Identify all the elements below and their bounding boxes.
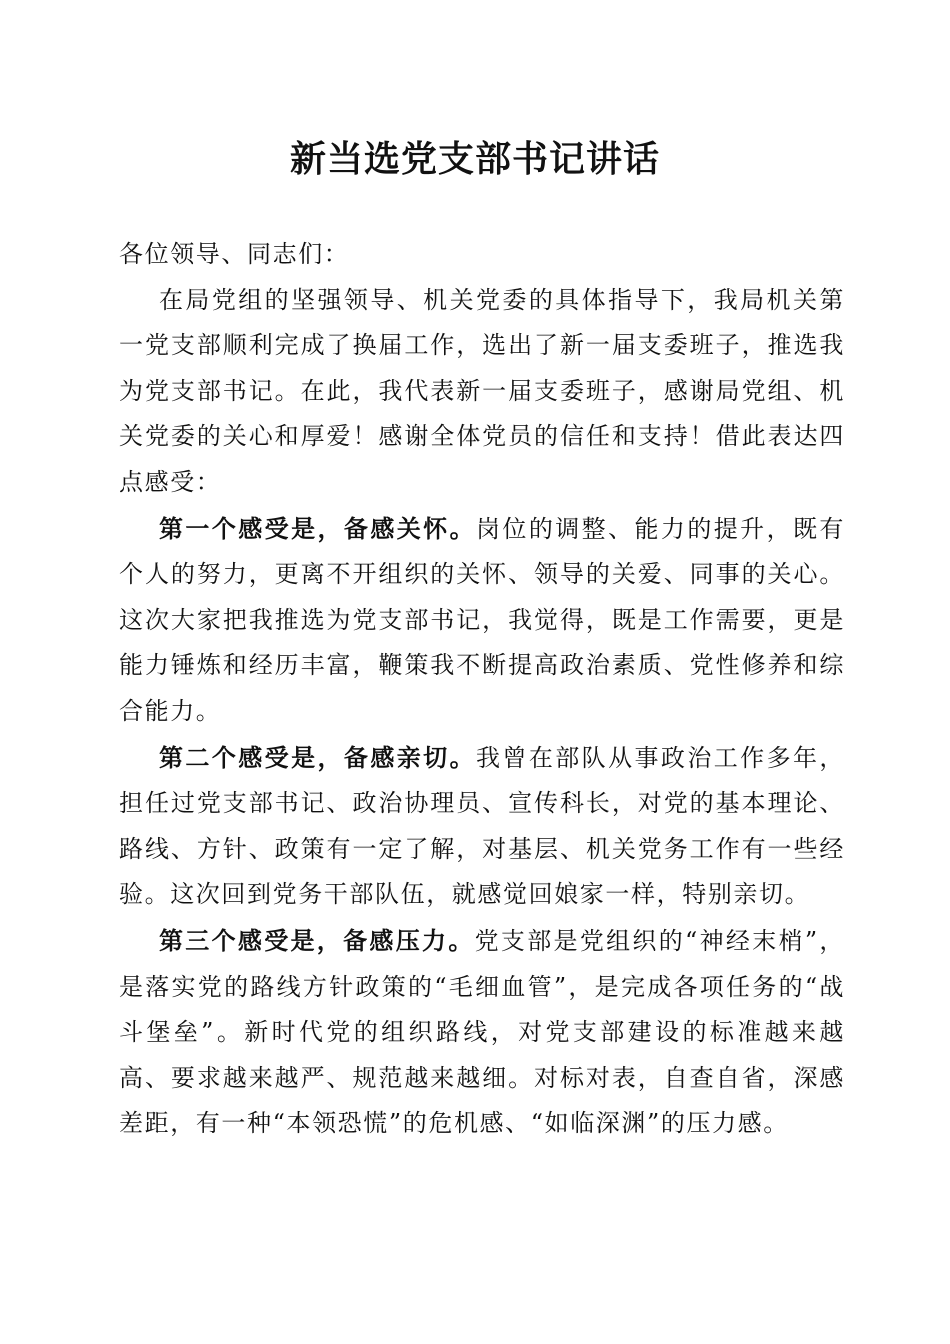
point-text-3: 党支部是党组织的“神经末梢”，是落实党的路线方针政策的“毛细血管”，是完成各项任务的“战斗堡垒”。新时代党的组织路线，对党支部建设的标准越来越高、要求越来越严、规范越来越细。对标对表，自查自省，深感差距，有一种“本领恐慌”的危机感、“如临深渊”的压力感。 bbox=[119, 926, 845, 1138]
point-paragraph-2 bbox=[119, 735, 845, 918]
intro-paragraph: 在局党组的坚强领导、机关党委的具体指导下，我局机关第一党支部顺利完成了换届工作，选出了新一届支委班子，推选我为党支部书记。在此，我代表新一届支委班子，感谢局党组、机关党委的关心和厚爱！感谢全体党员的信任和支持！借此表达四点感受： bbox=[119, 285, 845, 496]
document-body bbox=[119, 232, 845, 1147]
point-paragraph-3 bbox=[119, 918, 845, 1147]
point-text-2: 我曾在部队从事政治工作多年，担任过党支部书记、政治协理员、宣传科长，对党的基本理论、路线、方针、政策有一定了解，对基层、机关党务工作有一些经验。这次回到党务干部队伍，就感觉回娘家一样，特别亲切。 bbox=[119, 743, 846, 909]
point-lead-3: 第三个感受是，备感压力。 bbox=[159, 925, 475, 955]
point-lead-1: 第一个感受是，备感关怀。 bbox=[159, 513, 476, 543]
salutation: 各位领导、同志们： bbox=[119, 240, 350, 268]
point-text-1: 岗位的调整、能力的提升，既有个人的努力，更离不开组织的关怀、领导的关爱、同事的关心。这次大家把我推选为党支部书记，我觉得，既是工作需要，更是能力锤炼和经历丰富，鞭策我不断提高政治素质、党性修养和综合能力。 bbox=[119, 514, 846, 725]
document-title: 新当选党支部书记讲话 bbox=[289, 138, 660, 180]
point-paragraph-1 bbox=[119, 506, 845, 735]
point-lead-2: 第二个感受是，备感亲切。 bbox=[159, 742, 476, 772]
